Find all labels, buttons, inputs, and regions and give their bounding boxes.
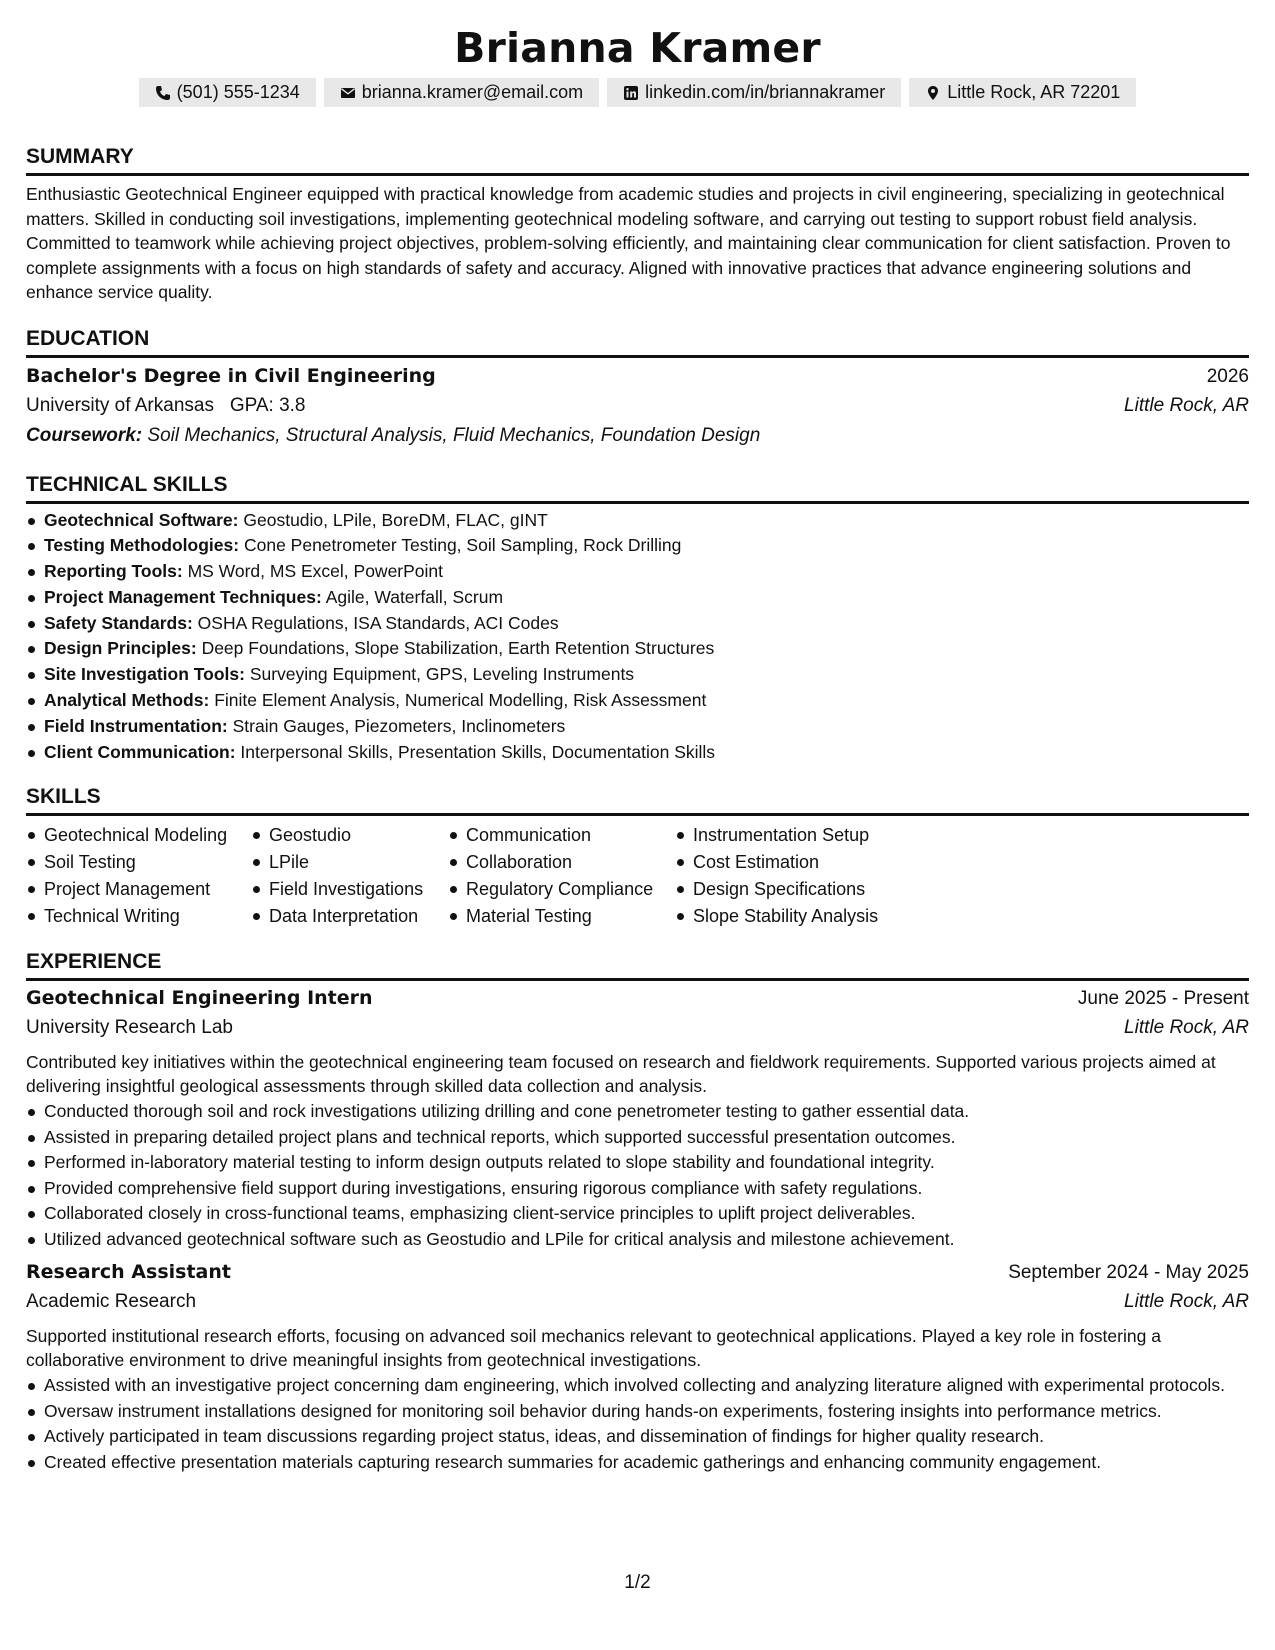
technical-skill-value: Cone Penetrometer Testing, Soil Sampling, Rock Drilling <box>243 535 682 556</box>
technical-skill-label: Geotechnical Software: <box>44 509 239 530</box>
experience-divider <box>26 978 1249 981</box>
school-line <box>26 395 306 417</box>
technical-skill-item <box>26 688 1249 714</box>
page-number: 1/2 <box>624 1572 651 1593</box>
technical-skill-item <box>26 611 1249 637</box>
technical-skill-value: Surveying Equipment, GPS, Leveling Instruments <box>249 664 635 685</box>
technical-skill-label: Client Communication: <box>44 741 236 762</box>
coursework-list: Soil Mechanics, Structural Analysis, Fluid Mechanics, Foundation Design <box>147 424 761 446</box>
skills-grid <box>26 822 1249 930</box>
job-bullets <box>26 1099 1249 1251</box>
contact-linkedin[interactable] <box>607 78 901 107</box>
technical-skill-label: Safety Standards: <box>44 612 193 633</box>
technical-skill-label: Design Principles: <box>44 638 197 659</box>
education-divider <box>26 355 1249 358</box>
job-bullet: Created effective presentation materials capturing research summaries for academic gatherings and enhancing community engagement. <box>26 1450 1249 1475</box>
job-title: Geotechnical Engineering Intern <box>26 987 373 1010</box>
technical-skill-value: Deep Foundations, Slope Stabilization, Earth Retention Structures <box>201 638 715 659</box>
technical-skill-item <box>26 714 1249 740</box>
technical-skill-value: Geostudio, LPile, BoreDM, FLAC, gINT <box>243 509 548 530</box>
school-name: University of Arkansas <box>26 394 214 416</box>
education-heading: EDUCATION <box>26 326 150 350</box>
technical-skills-section <box>26 469 1249 766</box>
technical-skill-item <box>26 533 1249 559</box>
technical-skill-label: Reporting Tools: <box>44 561 183 582</box>
summary-section <box>26 141 1249 305</box>
job-bullet: Performed in-laboratory material testing to inform design outputs related to slope stability and foundational integrity. <box>26 1150 1249 1175</box>
technical-skill-value: OSHA Regulations, ISA Standards, ACI Codes <box>197 612 559 633</box>
technical-skills-heading: TECHNICAL SKILLS <box>26 472 228 496</box>
job-bullet: Provided comprehensive field support during investigations, ensuring rigorous compliance with safety regulations. <box>26 1176 1249 1201</box>
envelope-icon <box>340 85 356 101</box>
technical-skill-item <box>26 662 1249 688</box>
candidate-name: Brianna Kramer <box>454 24 821 72</box>
job-header <box>26 987 1249 1017</box>
job-bullet: Conducted thorough soil and rock investigations utilizing drilling and cone penetrometer testing to gather essential data. <box>26 1099 1249 1124</box>
education-row-1 <box>26 365 1249 395</box>
skill-item: Design Specifications <box>675 876 905 903</box>
coursework-line <box>26 425 1249 455</box>
technical-skills-divider <box>26 501 1249 504</box>
education-section <box>26 323 1249 455</box>
contact-email[interactable] <box>324 78 599 107</box>
experience-entry <box>26 1261 1249 1474</box>
job-summary: Contributed key initiatives within the geotechnical engineering team focused on research and fieldwork requirements. Supported various projects aimed at delivering insightful geological assessments through skilled data collection and analysis. <box>26 1052 1216 1097</box>
skill-item: Geostudio <box>251 822 448 849</box>
skill-item: Project Management <box>26 876 251 903</box>
skill-item: Material Testing <box>448 903 675 930</box>
job-org-row <box>26 1017 1249 1047</box>
skill-item: Technical Writing <box>26 903 251 930</box>
job-bullets <box>26 1373 1249 1474</box>
skill-item: Geotechnical Modeling <box>26 822 251 849</box>
location-pin-icon <box>925 85 941 101</box>
job-bullet: Utilized advanced geotechnical software such as Geostudio and LPile for critical analysis and milestone achievement. <box>26 1227 1249 1252</box>
skills-section <box>26 781 1249 930</box>
skill-item: LPile <box>251 849 448 876</box>
coursework-label: Coursework: <box>26 424 143 446</box>
job-bullet: Actively participated in team discussions regarding project status, ideas, and dissemination of findings for higher quality research. <box>26 1424 1249 1449</box>
experience-section <box>26 946 1249 1474</box>
job-title: Research Assistant <box>26 1261 231 1284</box>
job-location: Little Rock, AR <box>1124 1017 1249 1039</box>
technical-skill-label: Project Management Techniques: <box>44 586 322 607</box>
job-bullet: Assisted in preparing detailed project plans and technical reports, which supported successful presentation outcomes. <box>26 1125 1249 1150</box>
degree-title: Bachelor's Degree in Civil Engineering <box>26 364 436 387</box>
technical-skills-list <box>26 508 1249 766</box>
technical-skill-item <box>26 508 1249 534</box>
graduation-year: 2026 <box>1206 365 1249 387</box>
technical-skill-value: Strain Gauges, Piezometers, Inclinometers <box>232 715 566 736</box>
gpa: GPA: 3.8 <box>229 394 306 416</box>
technical-skill-label: Analytical Methods: <box>44 690 210 711</box>
job-bullet: Assisted with an investigative project concerning dam engineering, which involved collecting and analyzing literature aligned with experimental protocols. <box>26 1373 1249 1398</box>
contact-location <box>909 78 1136 107</box>
experience-heading: EXPERIENCE <box>26 950 162 974</box>
technical-skill-label: Site Investigation Tools: <box>44 664 245 685</box>
technical-skill-value: Finite Element Analysis, Numerical Modelling, Risk Assessment <box>214 690 707 711</box>
contact-email-text: brianna.kramer@email.com <box>361 82 584 102</box>
technical-skill-item <box>26 559 1249 585</box>
skills-heading: SKILLS <box>26 785 101 809</box>
job-dates: September 2024 - May 2025 <box>1008 1262 1249 1284</box>
job-summary: Supported institutional research efforts, focusing on advanced soil mechanics relevant to geotechnical applications. Played a key role in fostering a collaborative environment to drive meaningful insights from geotechnical investigations. <box>26 1326 1161 1371</box>
job-dates: June 2025 - Present <box>1077 988 1249 1010</box>
experience-entries <box>26 987 1249 1474</box>
job-organization: Academic Research <box>26 1291 197 1313</box>
job-location: Little Rock, AR <box>1124 1291 1249 1313</box>
technical-skill-value: Interpersonal Skills, Presentation Skills, Documentation Skills <box>240 741 716 762</box>
job-organization: University Research Lab <box>26 1017 233 1039</box>
summary-text: Enthusiastic Geotechnical Engineer equipped with practical knowledge from academic studies and projects in civil engineering, specializing in geotechnical matters. Skilled in conducting soil investigations, implementing geotechnical modeling software, and carrying out testing to support robust field analysis. Committed to teamwork while achieving project objectives, problem-solving efficiently, and maintaining clear communication for client satisfaction. Proven to complete assignments with a focus on high standards of safety and accuracy. Aligned with innovative practices that advance engineering solutions and enhance service quality. <box>26 184 1231 302</box>
summary-divider <box>26 173 1249 176</box>
skill-item: Slope Stability Analysis <box>675 903 905 930</box>
skill-item: Cost Estimation <box>675 849 905 876</box>
skills-column <box>251 822 448 930</box>
contact-phone[interactable] <box>139 78 316 107</box>
technical-skill-item <box>26 740 1249 766</box>
skill-item: Data Interpretation <box>251 903 448 930</box>
linkedin-icon <box>623 85 639 101</box>
technical-skill-label: Field Instrumentation: <box>44 715 228 736</box>
technical-skill-item <box>26 636 1249 662</box>
job-bullet: Oversaw instrument installations designed for monitoring soil behavior during hands-on experiments, fostering insights into performance metrics. <box>26 1399 1249 1424</box>
skills-column <box>448 822 675 930</box>
skill-item: Instrumentation Setup <box>675 822 905 849</box>
skill-item: Regulatory Compliance <box>448 876 675 903</box>
job-bullet: Collaborated closely in cross-functional teams, emphasizing client-service principles to uplift project deliverables. <box>26 1201 1249 1226</box>
skills-divider <box>26 813 1249 816</box>
skills-column <box>26 822 251 930</box>
skills-column <box>675 822 905 930</box>
skill-item: Communication <box>448 822 675 849</box>
skill-item: Field Investigations <box>251 876 448 903</box>
technical-skill-value: Agile, Waterfall, Scrum <box>325 586 504 607</box>
phone-icon <box>155 85 171 101</box>
technical-skill-value: MS Word, MS Excel, PowerPoint <box>187 561 444 582</box>
technical-skill-item <box>26 585 1249 611</box>
contact-bar <box>26 78 1249 107</box>
job-org-row <box>26 1291 1249 1321</box>
contact-phone-text: (501) 555-1234 <box>176 82 300 102</box>
education-row-2 <box>26 395 1249 425</box>
technical-skill-label: Testing Methodologies: <box>44 535 240 556</box>
school-location: Little Rock, AR <box>1124 394 1249 416</box>
summary-heading: SUMMARY <box>26 145 134 168</box>
skill-item: Soil Testing <box>26 849 251 876</box>
contact-location-text: Little Rock, AR 72201 <box>947 82 1121 102</box>
skill-item: Collaboration <box>448 849 675 876</box>
experience-entry <box>26 987 1249 1251</box>
contact-linkedin-text: linkedin.com/in/briannakramer <box>645 82 886 102</box>
job-header <box>26 1261 1249 1291</box>
